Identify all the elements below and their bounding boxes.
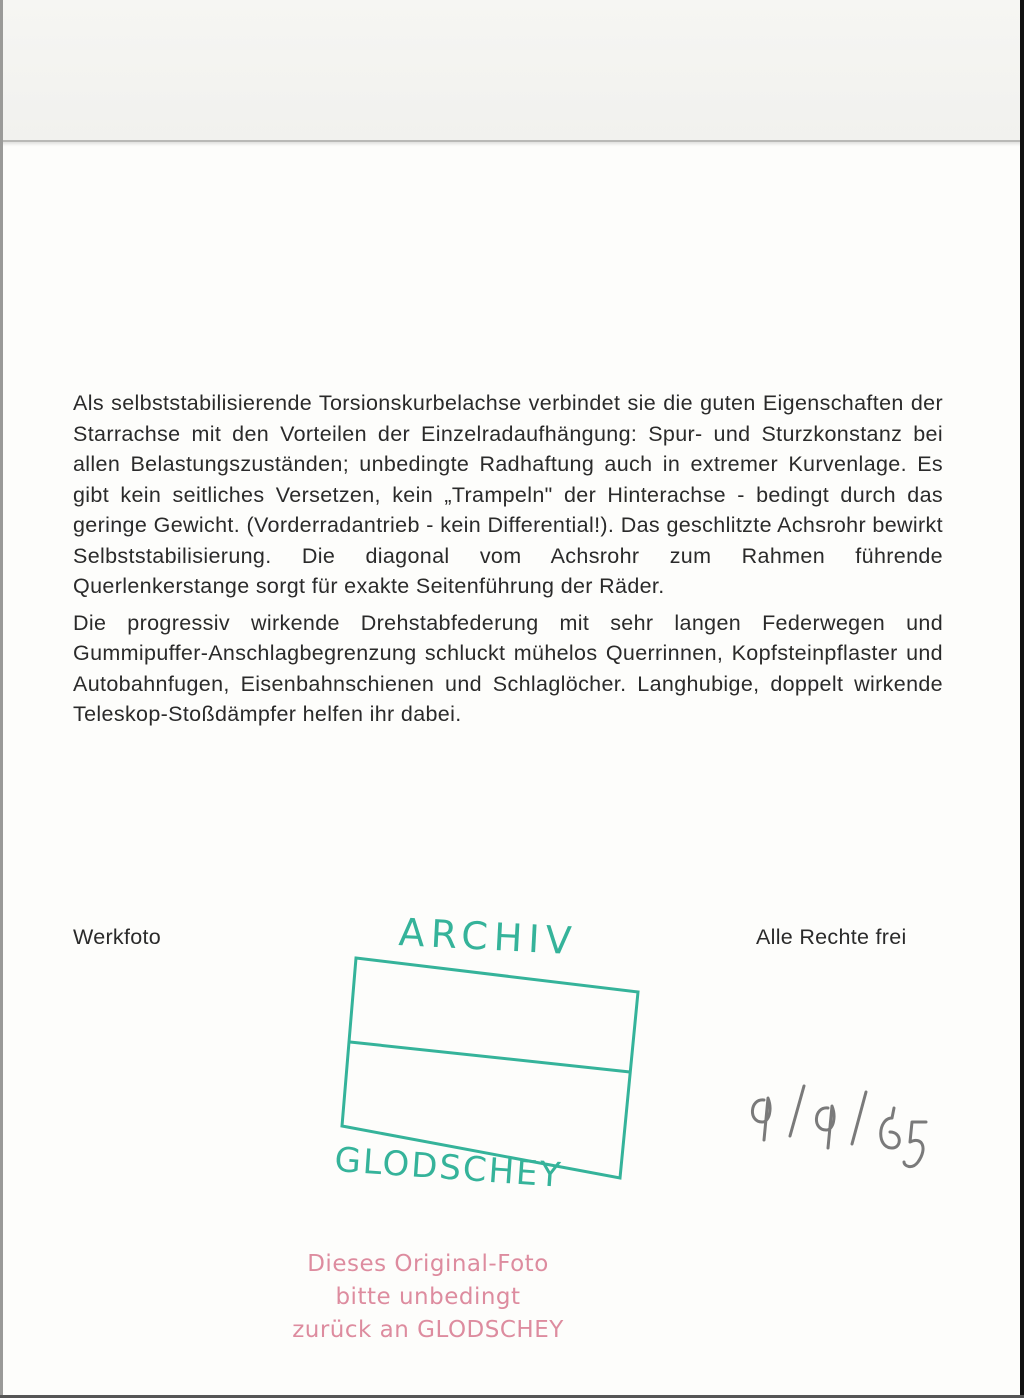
right-edge bbox=[1020, 0, 1024, 1398]
caption-paragraph-2: Die progressiv wirkende Drehstabfederung mit sehr langen Federwegen und Gummipuffer-Anschlagbegrenzung schluckt mühelos Querrinnen, Kopfsteinpflaster und Autobahnfugen, Eisenbahnschienen und Schlaglöcher. Langhubige, doppelt wirkende Teleskop-Stoßdämpfer helfen ihr dabei. bbox=[73, 610, 943, 726]
stamp-divider bbox=[350, 1042, 630, 1072]
caption-paragraph-1: Als selbststabilisierende Torsionskurbelachse verbindet sie die guten Eigenschaften der Starrachse mit den Vorteilen der Einzelradaufhängung: Spur- und Sturzkonstanz bei allen Belastungszuständen; unbedingte Radhaftung auch in extremer Kurvenlage. Es gibt kein seitliches Versetzen, kein „Trampeln" der Hinterachse - bedingt durch das geringe Gewicht. (Vorderradantrieb - kein Differential!). Das geschlitzte Achsrohr bewirkt Selbststabilisierung. Die diagonal vom Achsrohr zum Rahmen führende Querlenkerstange sorgt für exakte Seitenführung der Räder. bbox=[73, 391, 943, 598]
credit-werkfoto: Werkfoto bbox=[73, 925, 162, 949]
caption-text bbox=[73, 388, 943, 736]
return-stamp-line-1: Dieses Original-Foto bbox=[307, 1251, 549, 1277]
credit-rights: Alle Rechte frei bbox=[756, 925, 907, 949]
left-edge bbox=[0, 0, 3, 1398]
return-stamp-line-2: bitte unbedingt bbox=[335, 1284, 521, 1310]
return-stamp bbox=[258, 1248, 598, 1347]
archive-stamp-name: GLODSCHEY bbox=[333, 1140, 564, 1196]
archive-stamp-title: ARCHIV bbox=[397, 910, 579, 964]
return-stamp-line-3: zurück an GLODSCHEY bbox=[292, 1317, 564, 1343]
top-paper-flap bbox=[0, 0, 1024, 142]
handwritten-date bbox=[742, 1078, 932, 1188]
